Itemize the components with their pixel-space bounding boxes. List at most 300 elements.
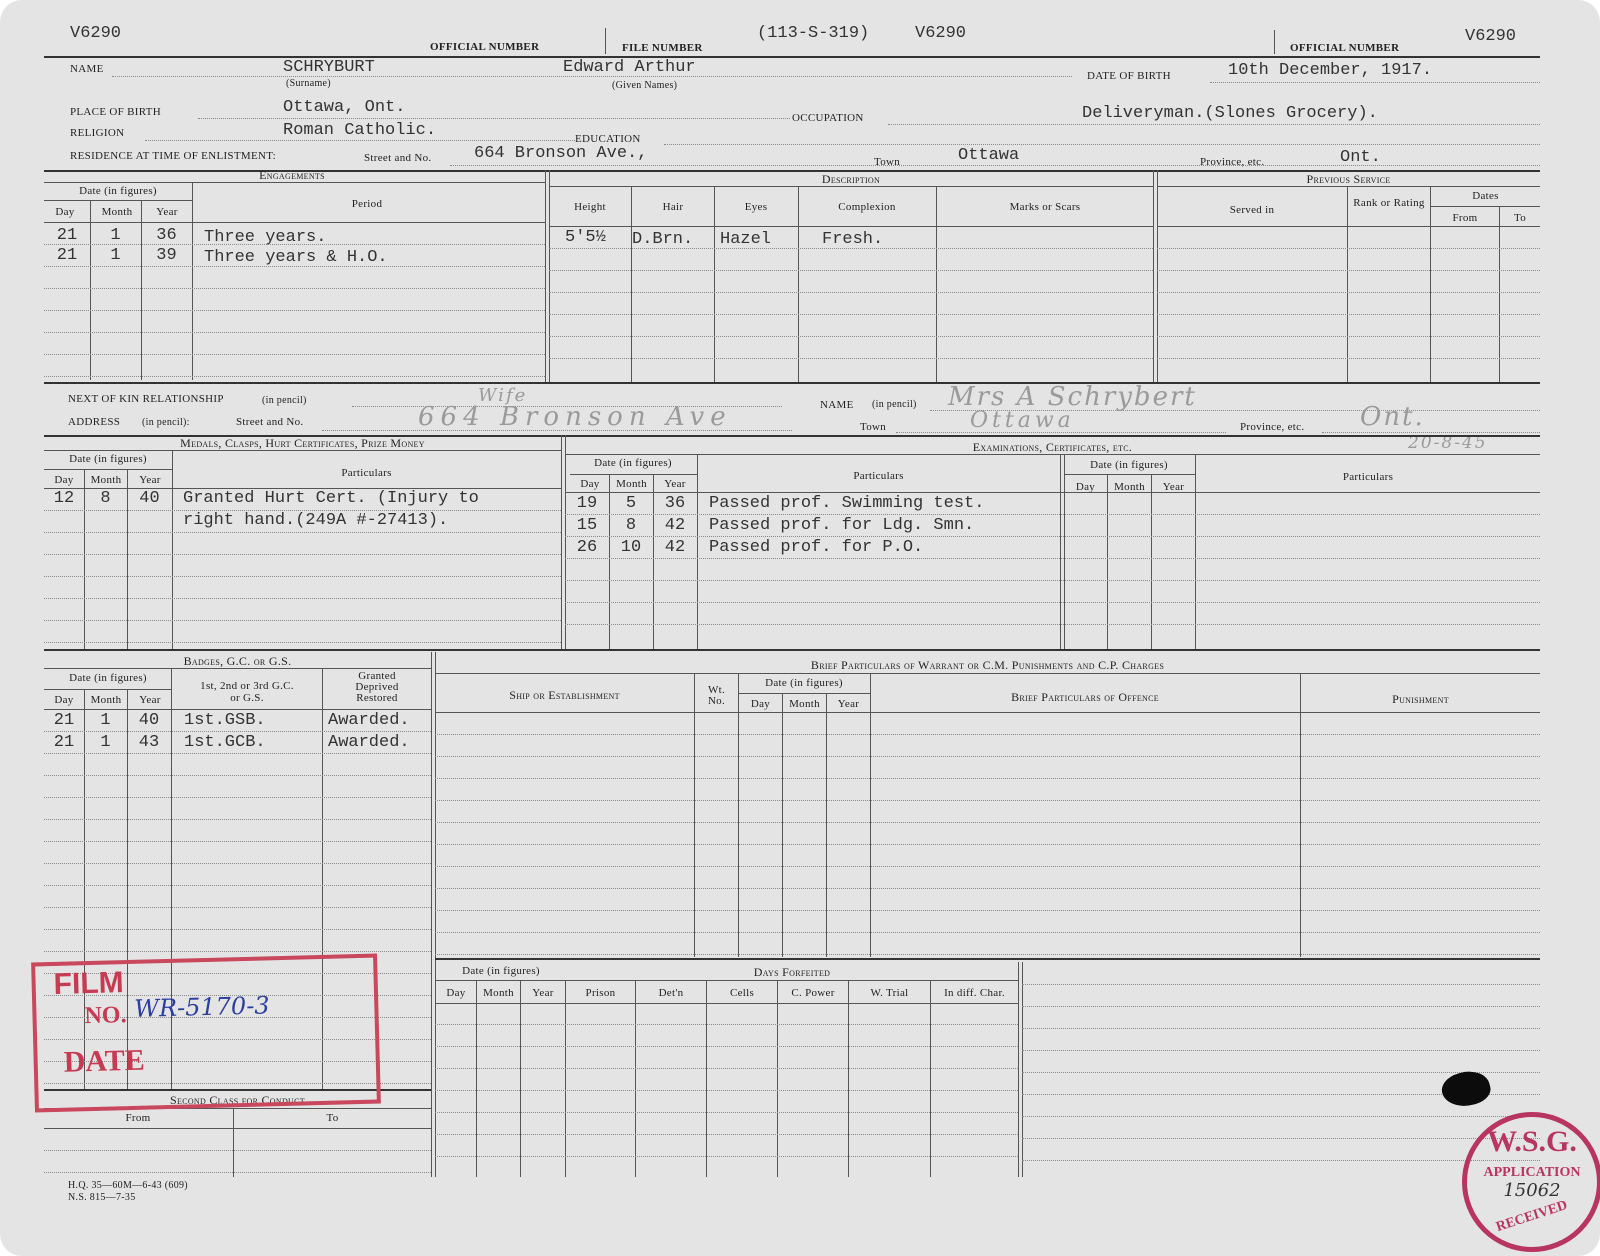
eng-year: 39 xyxy=(156,246,177,265)
wsg-application: APPLICATION xyxy=(1483,1165,1581,1180)
eng-col-year: Year xyxy=(156,206,178,218)
col-line xyxy=(1430,186,1431,382)
pun-col-day: Day xyxy=(750,698,771,710)
kin-address-label: ADDRESS xyxy=(68,416,121,428)
ruled-line xyxy=(435,1068,1018,1069)
surname-value: SCHRYBURT xyxy=(283,58,375,77)
ruled-line xyxy=(565,514,1540,515)
col-line xyxy=(476,980,477,1177)
eng-period: Three years & H.O. xyxy=(204,248,388,267)
exams-col-month: Month xyxy=(616,478,647,490)
pun-date-label: Date (in figures) xyxy=(765,677,843,689)
exams-col-year: Year xyxy=(664,478,686,490)
ruled-line xyxy=(565,536,1540,537)
badge-status: Awarded. xyxy=(328,711,410,730)
exam-year: 36 xyxy=(664,494,686,513)
ruled-line xyxy=(565,602,1540,603)
desc-col-hair: Hair xyxy=(662,201,684,213)
ruled-line xyxy=(435,866,1540,867)
wsg-received: RECEIVED xyxy=(1494,1197,1570,1236)
ruled-line xyxy=(1022,1028,1540,1029)
badge-day: 21 xyxy=(53,733,75,752)
badge-year: 43 xyxy=(138,733,160,752)
eng-day: 21 xyxy=(56,246,78,265)
exam-year: 42 xyxy=(664,538,686,557)
exams-col-day: Day xyxy=(580,478,600,490)
exams-date-label: Date (in figures) xyxy=(594,457,672,469)
ruled-line xyxy=(44,354,545,355)
desc-col-height: Height xyxy=(574,201,606,213)
col-line xyxy=(565,980,566,1177)
official-number-label: OFFICIAL NUMBER xyxy=(430,41,540,53)
badges-col-gc-1: 1st, 2nd or 3rd G.C. xyxy=(200,680,294,692)
badges-col-gc-2: or G.S. xyxy=(230,692,264,704)
badges-col-deprived: Deprived xyxy=(355,681,399,693)
col-line xyxy=(697,454,698,649)
rule xyxy=(435,673,1540,674)
exams-right-col-particulars: Particulars xyxy=(1342,471,1394,483)
col-line xyxy=(777,980,778,1177)
exams-right-col-month: Month xyxy=(1114,481,1145,493)
col-line xyxy=(635,980,636,1177)
place-of-birth-value: Ottawa, Ont. xyxy=(283,98,406,117)
col-line xyxy=(192,182,193,380)
given-names-caption: (Given Names) xyxy=(612,80,678,91)
col-line xyxy=(714,186,715,382)
wsg-title: W.S.G. xyxy=(1487,1125,1577,1158)
divider xyxy=(605,28,606,54)
divider xyxy=(435,652,436,1177)
second-class-title: Second Class for Conduct xyxy=(170,1093,305,1107)
ruled-line xyxy=(435,756,1540,757)
divider xyxy=(431,652,432,1177)
forf-col-indiff: In diff. Char. xyxy=(944,987,1005,999)
forf-col-cells: Cells xyxy=(729,987,755,999)
kin-street-value: 664 Bronson Ave xyxy=(418,402,732,432)
place-of-birth-label: PLACE OF BIRTH xyxy=(70,106,161,118)
eyes-value: Hazel xyxy=(720,230,772,249)
exam-month: 8 xyxy=(625,516,637,535)
ruled-line xyxy=(549,248,1153,249)
forf-col-wtrial: W. Trial xyxy=(870,987,909,999)
exams-right-date-label: Date (in figures) xyxy=(1090,459,1168,471)
form-code-1: H.Q. 35—60M—6-43 (609) xyxy=(68,1180,188,1191)
ruled-line xyxy=(44,1150,431,1151)
residence-label: RESIDENCE AT TIME OF ENLISTMENT: xyxy=(70,150,277,162)
col-line xyxy=(930,980,931,1177)
eng-date-label: Date (in figures) xyxy=(79,185,157,197)
ruled-line xyxy=(1157,358,1540,359)
kin-in-pencil: (in pencil) xyxy=(262,395,307,406)
rule xyxy=(739,693,870,694)
ruled-line xyxy=(1157,292,1540,293)
col-line xyxy=(694,673,695,957)
rule xyxy=(1431,206,1540,207)
second-class-from: From xyxy=(125,1112,151,1124)
kin-town-value: Ottawa xyxy=(970,408,1075,433)
ps-col-served: Served in xyxy=(1229,204,1275,216)
col-line xyxy=(1151,474,1152,649)
fill-line xyxy=(145,140,575,141)
medals-col-month: Month xyxy=(90,474,122,486)
fill-line xyxy=(888,124,1540,125)
film-stamp xyxy=(31,953,381,1112)
exam-day: 19 xyxy=(576,494,598,513)
section-rule xyxy=(435,958,1540,960)
pencil-date: 20-8-45 xyxy=(1408,433,1488,453)
col-line xyxy=(520,980,521,1177)
ruled-line xyxy=(44,376,545,377)
divider xyxy=(545,170,546,383)
ruled-line xyxy=(44,731,431,732)
divider xyxy=(1274,30,1275,54)
ps-col-from: From xyxy=(1452,212,1478,224)
rule xyxy=(44,709,431,710)
medal-year: 40 xyxy=(139,489,160,508)
ruled-line xyxy=(1022,1160,1540,1161)
exams-right-col-year: Year xyxy=(1162,481,1185,493)
film-stamp-date: DATE xyxy=(63,1043,146,1079)
exam-month: 5 xyxy=(625,494,637,513)
ruled-line xyxy=(435,800,1540,801)
forf-col-detn: Det'n xyxy=(658,987,684,999)
ruled-line xyxy=(44,863,431,864)
ruled-line xyxy=(44,244,545,245)
ruled-line xyxy=(44,819,431,820)
pun-col-ship: Ship or Establishment xyxy=(509,688,620,702)
rule xyxy=(565,492,1540,493)
col-line xyxy=(798,186,799,382)
kin-name-in-pencil: (in pencil) xyxy=(872,399,917,410)
wsg-number: 15062 xyxy=(1503,1180,1561,1201)
badge-day: 21 xyxy=(53,711,75,730)
ruled-line xyxy=(565,624,1540,625)
eng-month: 1 xyxy=(110,246,121,265)
ruled-line xyxy=(549,270,1153,271)
religion-label: RELIGION xyxy=(70,127,125,139)
badge-month: 1 xyxy=(100,711,111,730)
medal-particulars-line2: right hand.(249A #-27413). xyxy=(183,511,449,530)
ruled-line xyxy=(44,576,561,577)
badge-gc: 1st.GSB. xyxy=(184,711,266,730)
ruled-line xyxy=(44,554,561,555)
ruled-line xyxy=(549,314,1153,315)
ruled-line xyxy=(1157,314,1540,315)
pun-col-offence: Brief Particulars of Offence xyxy=(1011,690,1159,704)
medal-day: 12 xyxy=(53,489,75,508)
forf-title: Days Forfeited xyxy=(753,965,831,979)
eng-col-period: Period xyxy=(351,198,383,210)
file-number-value: (113-S-319) xyxy=(757,24,870,43)
rule xyxy=(44,1128,431,1129)
ruled-line xyxy=(44,797,431,798)
divider xyxy=(561,435,562,649)
ruled-line xyxy=(565,580,1540,581)
pun-col-wt: Wt. xyxy=(707,684,726,696)
pun-col-year: Year xyxy=(837,698,860,710)
description-title: Description xyxy=(821,172,881,186)
fill-line xyxy=(198,118,790,119)
occupation-label: OCCUPATION xyxy=(792,112,864,124)
ruled-line xyxy=(1157,336,1540,337)
dob-value: 10th December, 1917. xyxy=(1228,61,1433,80)
rule xyxy=(44,200,192,201)
medal-particulars-line1: Granted Hurt Cert. (Injury to xyxy=(183,489,479,508)
badges-col-month: Month xyxy=(90,694,122,706)
fill-line xyxy=(664,144,1540,145)
badges-col-granted: Granted xyxy=(358,670,396,682)
exam-day: 26 xyxy=(576,538,598,557)
medals-title: Medals, Clasps, Hurt Certificates, Prize Money xyxy=(180,436,425,450)
rule xyxy=(44,450,561,451)
province-label: Province, etc. xyxy=(1200,156,1265,168)
ruled-line xyxy=(44,598,561,599)
ruled-line xyxy=(435,1024,1018,1025)
eng-day: 21 xyxy=(56,226,78,245)
divider xyxy=(1153,170,1154,383)
ruled-line xyxy=(435,778,1540,779)
occupation-value: Deliveryman.(Slones Grocery). xyxy=(1082,104,1378,123)
ruled-line xyxy=(549,292,1153,293)
badge-month: 1 xyxy=(100,733,111,752)
col-line xyxy=(1300,673,1301,957)
header-rule xyxy=(44,56,1540,58)
rule xyxy=(44,689,172,690)
surname-caption: (Surname) xyxy=(286,78,331,89)
ruled-line xyxy=(435,822,1540,823)
kin-province-label: Province, etc. xyxy=(1240,421,1305,433)
fill-line xyxy=(1210,82,1540,83)
col-line xyxy=(706,980,707,1177)
forf-col-year: Year xyxy=(532,987,554,999)
previous-service-title: Previous Service xyxy=(1306,172,1391,186)
wsg-stamp xyxy=(1462,1112,1600,1252)
ruled-line xyxy=(44,951,431,952)
rule xyxy=(549,186,1153,187)
badges-col-restored: Restored xyxy=(356,692,398,704)
ruled-line xyxy=(44,332,545,333)
desc-col-eyes: Eyes xyxy=(744,201,768,213)
ruled-line xyxy=(44,266,545,267)
ruled-line xyxy=(44,753,431,754)
exam-text: Passed prof. for Ldg. Smn. xyxy=(709,516,975,535)
badge-status: Awarded. xyxy=(328,733,410,752)
kin-name-value: Mrs A Schrybert xyxy=(948,382,1197,412)
ps-col-rank: Rank or Rating xyxy=(1353,197,1425,209)
badges-date-label: Date (in figures) xyxy=(69,672,147,684)
badges-col-day: Day xyxy=(54,694,74,706)
film-number: WR-5170-3 xyxy=(133,991,270,1023)
forf-col-cpower: C. Power xyxy=(791,987,835,999)
forf-col-month: Month xyxy=(483,987,514,999)
exam-text: Passed prof. Swimming test. xyxy=(709,494,985,513)
eng-year: 36 xyxy=(156,226,177,245)
exams-title: Examinations, Certificates, etc. xyxy=(972,440,1133,454)
official-number-right: V6290 xyxy=(1465,27,1517,46)
file-number-label: FILE NUMBER xyxy=(622,42,703,54)
ruled-line xyxy=(44,288,545,289)
religion-value: Roman Catholic. xyxy=(283,121,437,140)
pun-col-punishment: Punishment xyxy=(1392,692,1449,706)
col-line xyxy=(1060,454,1061,649)
kin-relationship-label: NEXT OF KIN RELATIONSHIP xyxy=(68,393,224,405)
col-line xyxy=(936,186,937,382)
ruled-line xyxy=(435,844,1540,845)
pun-col-no: No. xyxy=(707,695,726,707)
given-names-value: Edward Arthur xyxy=(563,58,696,77)
rule xyxy=(1157,186,1540,187)
badges-col-year: Year xyxy=(139,694,161,706)
col-line xyxy=(738,673,739,957)
col-line xyxy=(1022,962,1023,1177)
official-number-left: V6290 xyxy=(70,24,122,43)
ruled-line xyxy=(44,310,545,311)
dob-label: DATE OF BIRTH xyxy=(1087,70,1171,82)
rule xyxy=(435,712,1540,713)
medals-col-day: Day xyxy=(54,474,74,486)
exam-text: Passed prof. for P.O. xyxy=(709,538,924,557)
exams-col-particulars: Particulars xyxy=(853,470,904,482)
rule xyxy=(565,454,1540,455)
ruled-line xyxy=(549,336,1153,337)
medals-date-label: Date (in figures) xyxy=(69,453,147,465)
eng-col-day: Day xyxy=(55,206,75,218)
film-stamp-title: FILM xyxy=(53,966,125,1001)
kin-name-label: NAME xyxy=(820,399,854,411)
ruled-line xyxy=(44,510,561,511)
ruled-line xyxy=(44,907,431,908)
forf-col-prison: Prison xyxy=(585,987,616,999)
rule xyxy=(1157,226,1540,227)
name-label: NAME xyxy=(70,63,104,75)
kin-relationship-value: Wife xyxy=(478,385,528,406)
kin-province-value: Ont. xyxy=(1360,402,1425,432)
street-value: 664 Bronson Ave., xyxy=(474,144,648,163)
section-rule xyxy=(44,649,1540,651)
ruled-line xyxy=(435,888,1540,889)
ruled-line xyxy=(435,910,1540,911)
eng-month: 1 xyxy=(110,226,121,245)
height-value: 5'5½ xyxy=(565,228,606,247)
ps-col-dates: Dates xyxy=(1472,190,1499,202)
official-number-label-right: OFFICIAL NUMBER xyxy=(1290,42,1400,54)
kin-address-in-pencil: (in pencil): xyxy=(142,417,190,428)
ruled-line xyxy=(1157,270,1540,271)
eng-period: Three years. xyxy=(204,228,327,247)
ruled-line xyxy=(1022,1116,1540,1117)
col-line xyxy=(1499,206,1500,382)
col-line xyxy=(1018,962,1019,1177)
punishments-title: Brief Particulars of Warrant or C.M. Punishments and C.P. Charges xyxy=(810,658,1165,672)
ruled-line xyxy=(44,929,431,930)
badges-title: Badges, G.C. or G.S. xyxy=(183,654,292,668)
ruled-line xyxy=(435,1112,1018,1113)
ruled-line xyxy=(44,775,431,776)
ruled-line xyxy=(44,642,561,643)
file-official-number: V6290 xyxy=(915,24,967,43)
ruled-line xyxy=(44,841,431,842)
ruled-line xyxy=(44,1172,431,1173)
desc-col-complexion: Complexion xyxy=(838,201,896,213)
col-line xyxy=(631,186,632,382)
badge-year: 40 xyxy=(138,711,160,730)
rule xyxy=(1064,474,1195,475)
desc-col-marks: Marks or Scars xyxy=(1009,201,1081,213)
film-stamp-no: NO. xyxy=(84,1002,127,1030)
col-line xyxy=(1195,454,1196,649)
ruled-line xyxy=(435,1134,1018,1135)
hair-value: D.Brn. xyxy=(632,230,694,249)
exams-right-col-day: Day xyxy=(1075,481,1096,493)
kin-town-label: Town xyxy=(860,421,887,433)
town-label: Town xyxy=(874,156,901,168)
exam-month: 10 xyxy=(620,538,642,557)
complexion-value: Fresh. xyxy=(822,230,884,249)
ruled-line xyxy=(435,1090,1018,1091)
eng-col-month: Month xyxy=(101,206,133,218)
col-line xyxy=(233,1108,234,1177)
col-line xyxy=(848,980,849,1177)
province-value: Ont. xyxy=(1340,148,1381,167)
ruled-line xyxy=(1022,1050,1540,1051)
second-class-to: To xyxy=(326,1112,339,1124)
forf-date-label: Date (in figures) xyxy=(462,965,540,977)
rule xyxy=(44,222,545,223)
col-line xyxy=(1107,474,1108,649)
badge-gc: 1st.GCB. xyxy=(184,733,266,752)
rule xyxy=(549,226,1153,227)
rule xyxy=(44,668,431,669)
exam-day: 15 xyxy=(576,516,598,535)
col-line xyxy=(1347,186,1348,382)
col-line xyxy=(870,673,871,957)
medals-col-particulars: Particulars xyxy=(341,467,392,479)
col-line xyxy=(782,693,783,957)
medal-month: 8 xyxy=(100,489,111,508)
education-label: EDUCATION xyxy=(575,133,641,145)
ruled-line xyxy=(435,734,1540,735)
ruled-line xyxy=(44,532,561,533)
ruled-line xyxy=(1022,984,1540,985)
punch-hole xyxy=(1438,1066,1493,1111)
rule xyxy=(44,182,545,183)
ps-col-to: To xyxy=(1513,212,1527,224)
section-rule xyxy=(44,382,1540,384)
rule xyxy=(570,474,697,475)
engagements-title: Engagements xyxy=(259,168,325,182)
ruled-line xyxy=(435,1046,1018,1047)
ruled-line xyxy=(1157,248,1540,249)
ruled-line xyxy=(1022,1006,1540,1007)
divider xyxy=(1157,170,1158,383)
medals-col-year: Year xyxy=(139,474,161,486)
ruled-line xyxy=(435,954,1540,955)
pun-col-month: Month xyxy=(789,698,820,710)
ruled-line xyxy=(1022,1138,1540,1139)
ruled-line xyxy=(565,558,1540,559)
col-line xyxy=(826,693,827,957)
ruled-line xyxy=(44,885,431,886)
ruled-line xyxy=(549,358,1153,359)
kin-street-label: Street and No. xyxy=(236,416,304,428)
town-value: Ottawa xyxy=(958,146,1020,165)
ruled-line xyxy=(44,620,561,621)
ruled-line xyxy=(435,932,1540,933)
ruled-line xyxy=(435,1156,1018,1157)
form-code-2: N.S. 815—7-35 xyxy=(68,1192,136,1203)
exam-year: 42 xyxy=(664,516,686,535)
street-label: Street and No. xyxy=(364,152,432,164)
